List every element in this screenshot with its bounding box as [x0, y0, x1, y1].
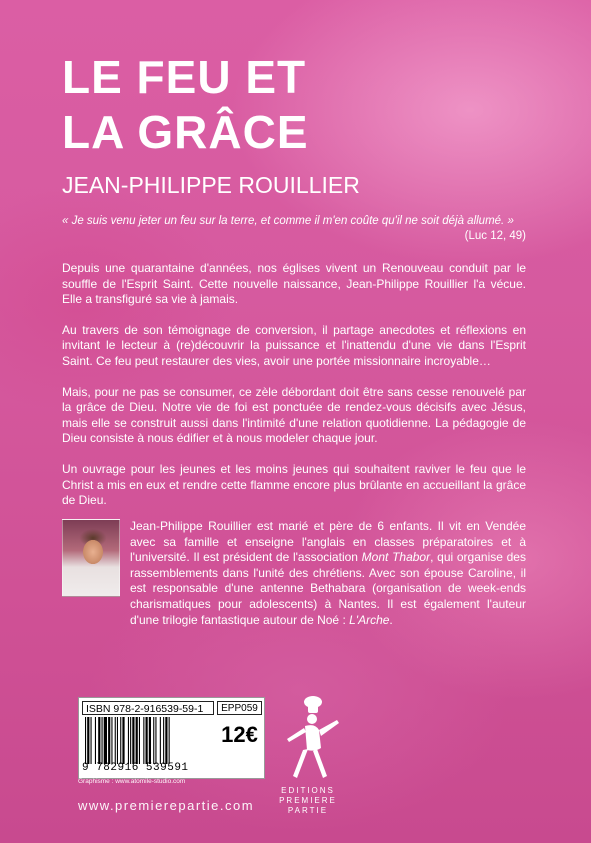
- epigraph-reference: (Luc 12, 49): [464, 230, 526, 242]
- barcode-bar: [91, 717, 92, 764]
- bio-association-name: Mont Thabor: [361, 550, 431, 565]
- barcode-bar: [132, 717, 134, 764]
- barcode-bar: [87, 717, 89, 764]
- publisher-name-line-2: PREMIERE: [279, 796, 337, 805]
- bio-text-part-1: Jean-Philippe Rouillier est marié et père de 6 enfants. Il vit en Vendée avec sa famille et enseigne l'anglais en classes préparatoires et à l'université. Il est président de l'association: [130, 519, 526, 565]
- barcode-digits: 9 782916 539591: [82, 762, 189, 774]
- barcode-bar: [108, 717, 110, 764]
- barcode-bar: [128, 717, 129, 764]
- blurb-paragraph: Un ouvrage pour les jeunes et les moins jeunes qui souhaitent raviver le feu que le Christ a mis en eux et rendre cette flamme encore plus brûlante en accueillant la grâce de Dieu.: [62, 461, 526, 508]
- publisher-name: [268, 786, 348, 816]
- blurb: [62, 261, 526, 524]
- barcode-bar: [160, 717, 161, 764]
- barcode-bar: [146, 717, 148, 764]
- barcode-bar: [85, 717, 86, 764]
- publisher-name-line-3: PARTIE: [287, 806, 329, 815]
- barcode-bar: [139, 717, 140, 764]
- barcode-bar: [95, 717, 96, 764]
- barcode-bar: [143, 717, 144, 764]
- publisher-name-line-1: EDITIONS: [281, 786, 335, 795]
- book-title: [62, 50, 309, 160]
- barcode-bars: [83, 717, 213, 764]
- bio-text-part-3: .: [389, 612, 393, 627]
- barcode-bar: [130, 717, 131, 764]
- barcode-bar: [155, 717, 156, 764]
- publisher-logo-icon: [275, 690, 345, 785]
- barcode-bar: [111, 717, 112, 764]
- bio-text-part-2: , qui organise des rassemblements dans l'unité des chrétiens. Avec son épouse Caroline, il est responsable d'une antenne Bethabara (organisation de week-ends charismatiques pour adolescents) à Nantes. Il est également l'auteur d'une trilogie fantastique autour de Noé :: [130, 550, 526, 627]
- blurb-paragraph: Depuis une quarantaine d'années, nos églises vivent un Renouveau conduit par le souffle de l'Esprit Saint. Cette nouvelle naissance, Jean-Philippe Rouillier l'a vécue. Elle a transfiguré sa vie à jamais.: [62, 261, 526, 307]
- author-photo: [62, 519, 120, 597]
- barcode-bar: [117, 717, 118, 764]
- isbn-label: ISBN 978-2-916539-59-1: [82, 701, 214, 715]
- barcode-bar: [149, 717, 151, 764]
- barcode-bar: [120, 717, 121, 764]
- bio-book-title: L'Arche: [349, 612, 390, 627]
- barcode-bar: [115, 717, 116, 764]
- barcode-bar: [98, 717, 100, 764]
- barcode-bar: [122, 717, 124, 764]
- barcode-bar: [153, 717, 154, 764]
- barcode-bar: [104, 717, 107, 764]
- barcode-bar: [163, 717, 164, 764]
- barcode-bar: [169, 717, 170, 764]
- price: 12€: [221, 722, 258, 747]
- barcode-bar: [165, 717, 167, 764]
- publisher-website: www.premierepartie.com: [78, 798, 255, 813]
- blurb-paragraph: Au travers de son témoignage de conversion, il partage anecdotes et réflexions en invitant le lecteur à (re)découvrir la puissance et l'inattendu d'une vie dans l'Esprit Saint. Ce feu peut restaurer des vies, avoir une portée missionnaire incroyable…: [62, 322, 526, 368]
- book-title-line-1: LE FEU ET: [62, 51, 307, 103]
- epigraph-quote: « Je suis venu jeter un feu sur la terre, et comme il m'en coûte qu'il ne soit déjà allumé. »: [62, 215, 514, 227]
- barcode-bar: [102, 717, 103, 764]
- design-credit: Graphisme : www.atomile-studio.com: [78, 778, 186, 785]
- product-code: EPP059: [217, 701, 262, 715]
- book-title-line-2: LA GRÂCE: [62, 106, 309, 158]
- epigraph: [62, 214, 526, 244]
- barcode-box: [78, 697, 265, 779]
- barcode-bar: [136, 717, 138, 764]
- author-name: JEAN-PHILIPPE ROUILLIER: [62, 172, 360, 198]
- author-bio-text: [130, 519, 526, 628]
- blurb-paragraph: Mais, pour ne pas se consumer, ce zèle débordant doit être sans cesse renouvelé par la grâce de Dieu. Notre vie de foi est ponctuée de rendez-vous décisifs avec Jésus, mais elle se construit aussi dans l'intimité d'une relation quotidienne. La pédagogie de Dieu consiste à nous édifier et à nous modeler chaque jour.: [62, 384, 526, 446]
